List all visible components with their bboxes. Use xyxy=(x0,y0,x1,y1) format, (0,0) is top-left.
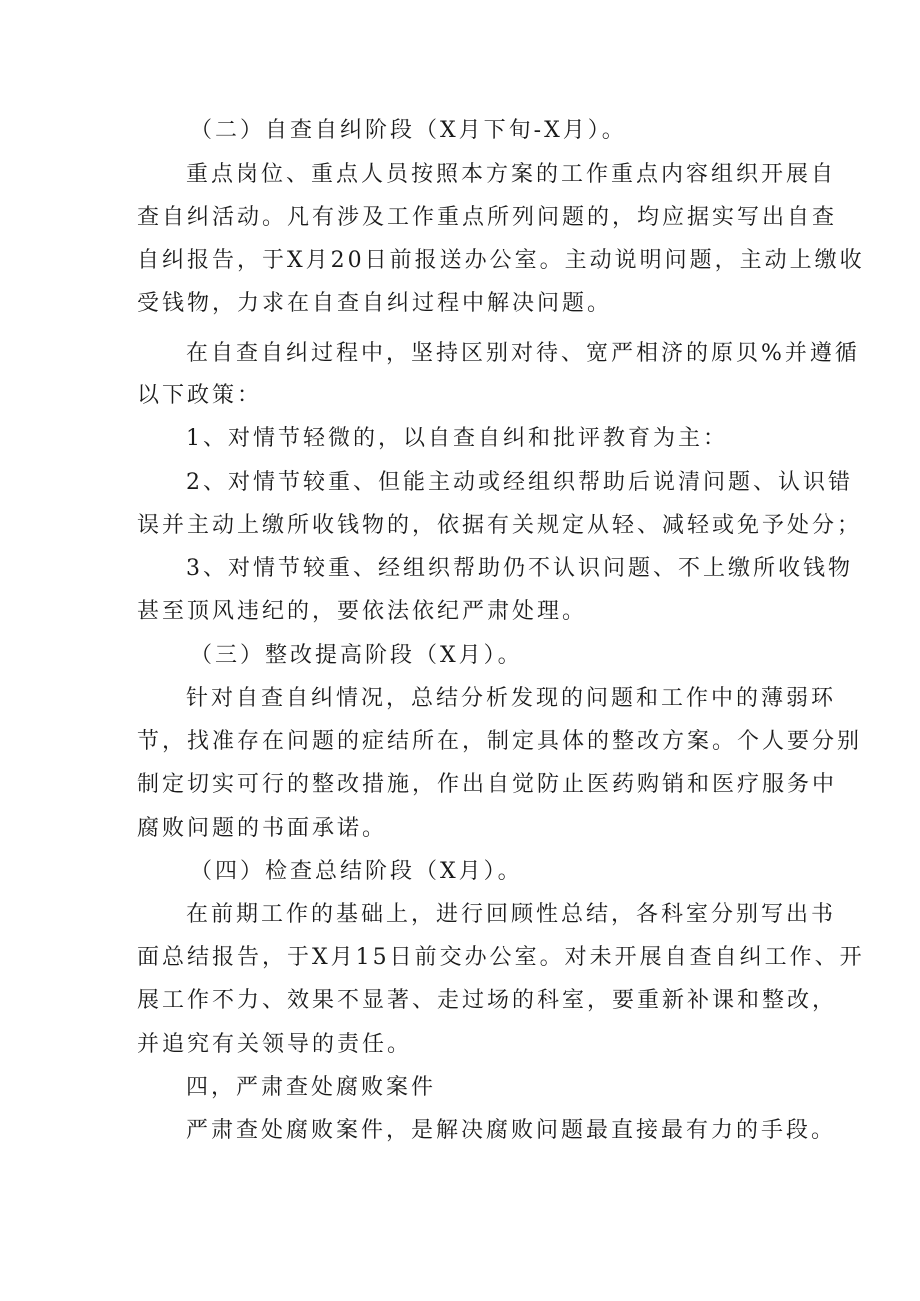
paragraph-line: 查自纠活动。凡有涉及工作重点所列问题的，均应据实写出自查 xyxy=(137,205,838,230)
paragraph-line: 展工作不力、效果不显著、走过场的科室，要重新补课和整改， xyxy=(137,988,838,1013)
paragraph-line: 以下政策： xyxy=(137,383,263,408)
paragraph-line: 制定切实可行的整改措施，作出自觉防止医药购销和医疗服务中 xyxy=(137,772,838,797)
paragraph-line: 在前期工作的基础上，进行回顾性总结，各科室分别写出书 xyxy=(186,902,837,927)
paragraph-line: 腐败问题的书面承诺。 xyxy=(137,816,388,841)
paragraph-line: 面总结报告，于X月15日前交办公室。对未开展自查自纠工作、开 xyxy=(137,945,865,970)
paragraph-line: 在自查自纠过程中，坚持区别对待、宽严相济的原贝%并遵循 xyxy=(186,341,860,366)
paragraph-line: 节，找准存在问题的症结所在，制定具体的整改方案。个人要分别 xyxy=(137,729,863,754)
section-heading-rectification: （三）整改提高阶段（X月）。 xyxy=(190,643,523,668)
paragraph-line: 受钱物，力求在自查自纠过程中解决问题。 xyxy=(137,291,613,316)
paragraph-line: 误并主动上缴所收钱物的，依据有关规定从轻、减轻或免予处分； xyxy=(137,513,863,538)
list-item-1: 1、对情节轻微的，以自查自纠和批评教育为主： xyxy=(186,426,728,451)
paragraph-line: 严肃查处腐败案件，是解决腐败问题最直接最有力的手段。 xyxy=(186,1118,837,1143)
section-heading-summary: （四）检查总结阶段（X月）。 xyxy=(190,859,523,884)
paragraph-line: 重点岗位、重点人员按照本方案的工作重点内容组织开展自 xyxy=(186,162,837,187)
section-heading-corruption-cases: 四，严肃查处腐败案件 xyxy=(186,1075,437,1100)
paragraph-line: 并追究有关领导的责任。 xyxy=(137,1032,413,1057)
paragraph-line: 甚至顶风违纪的，要依法依纪严肃处理。 xyxy=(137,599,588,624)
list-item-2: 2、对情节较重、但能主动或经组织帮助后说清问题、认识错 xyxy=(186,470,853,495)
section-heading-self-check: （二）自查自纠阶段（X月下旬-X月）。 xyxy=(190,118,627,143)
paragraph-line: 自纠报告，于X月20日前报送办公室。主动说明问题，主动上缴收 xyxy=(137,248,865,273)
list-item-3: 3、对情节较重、经组织帮助仍不认识问题、不上缴所收钱物 xyxy=(186,556,853,581)
paragraph-line: 针对自查自纠情况，总结分析发现的问题和工作中的薄弱环 xyxy=(186,686,837,711)
